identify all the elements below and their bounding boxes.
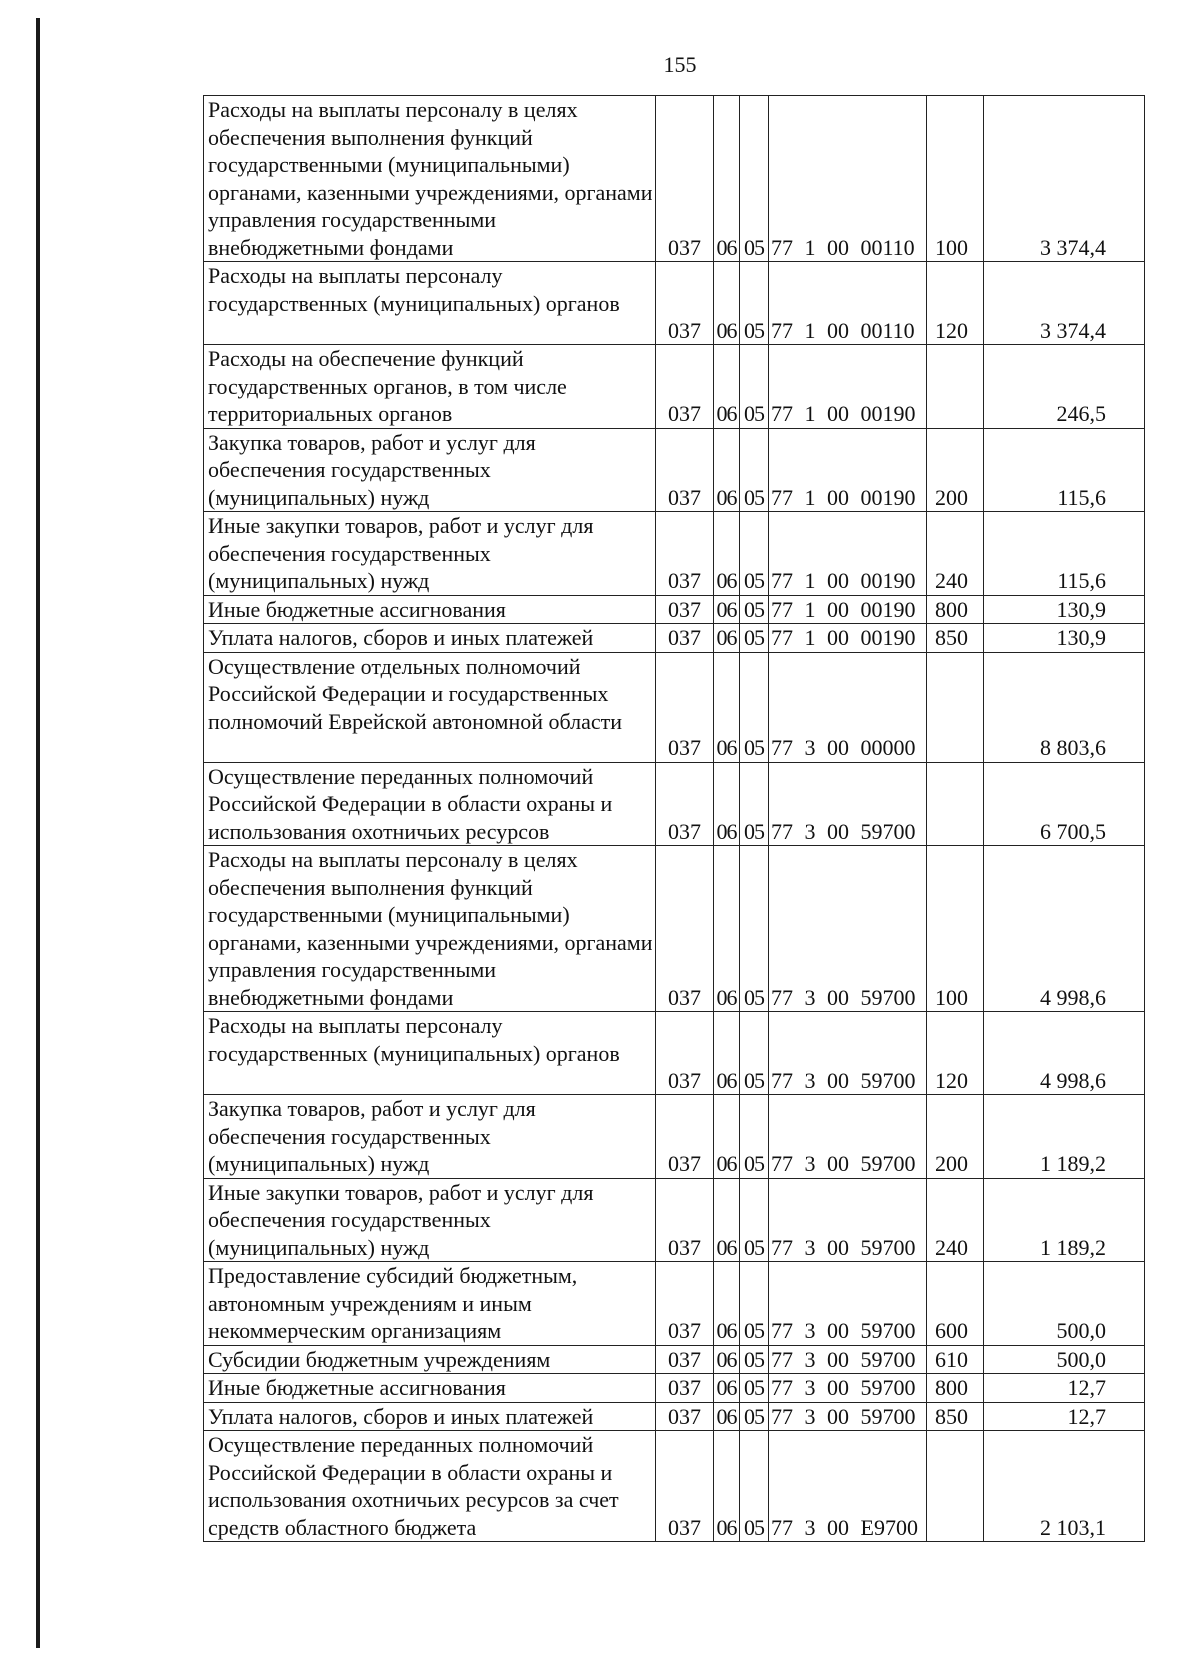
- row-subsection-code: 05: [740, 1262, 769, 1346]
- row-ved-code: 037: [656, 262, 714, 345]
- row-section-code: 06: [714, 96, 740, 262]
- row-amount: 500,0: [984, 1345, 1145, 1374]
- row-expense-type: 850: [927, 624, 984, 653]
- row-amount: 3 374,4: [984, 262, 1145, 345]
- row-section-code: 06: [714, 1178, 740, 1262]
- row-section-code: 06: [714, 512, 740, 596]
- table-row: [204, 846, 1145, 1012]
- row-amount: 115,6: [984, 512, 1145, 596]
- row-subsection-code: 05: [740, 1012, 769, 1095]
- table-row: [204, 1012, 1145, 1095]
- row-name: Уплата налогов, сборов и иных платежей: [204, 1402, 656, 1431]
- row-amount: 3 374,4: [984, 96, 1145, 262]
- row-section-code: 06: [714, 1402, 740, 1431]
- row-expense-type: 610: [927, 1345, 984, 1374]
- row-expense-type: 200: [927, 428, 984, 512]
- row-target-article: 77 3 00 Е9700: [769, 1431, 927, 1542]
- row-ved-code: 037: [656, 595, 714, 624]
- row-section-code: 06: [714, 846, 740, 1012]
- row-amount: 115,6: [984, 428, 1145, 512]
- row-name: Иные закупки товаров, работ и услуг для обеспечения государственных (муниципальных) нужд: [204, 1178, 656, 1262]
- row-target-article: 77 1 00 00190: [769, 345, 927, 429]
- row-target-article: 77 1 00 00190: [769, 512, 927, 596]
- table-row: [204, 1262, 1145, 1346]
- row-ved-code: 037: [656, 1178, 714, 1262]
- row-subsection-code: 05: [740, 846, 769, 1012]
- row-subsection-code: 05: [740, 262, 769, 345]
- row-target-article: 77 1 00 00110: [769, 96, 927, 262]
- row-name: Иные закупки товаров, работ и услуг для обеспечения государственных (муниципальных) нужд: [204, 512, 656, 596]
- row-target-article: 77 3 00 59700: [769, 1095, 927, 1179]
- scan-edge-line: [36, 18, 40, 1648]
- table-row: [204, 595, 1145, 624]
- row-ved-code: 037: [656, 1374, 714, 1403]
- row-name: Уплата налогов, сборов и иных платежей: [204, 624, 656, 653]
- row-ved-code: 037: [656, 1095, 714, 1179]
- row-target-article: 77 3 00 59700: [769, 846, 927, 1012]
- row-section-code: 06: [714, 1095, 740, 1179]
- table-row: [204, 652, 1145, 762]
- row-subsection-code: 05: [740, 96, 769, 262]
- row-expense-type: 800: [927, 1374, 984, 1403]
- row-amount: 4 998,6: [984, 1012, 1145, 1095]
- row-name: Субсидии бюджетным учреждениям: [204, 1345, 656, 1374]
- row-amount: 1 189,2: [984, 1095, 1145, 1179]
- row-section-code: 06: [714, 1012, 740, 1095]
- row-name: Расходы на выплаты персоналу в целях обеспечения выполнения функций государственными (муниципальными) органами, казенными учреждениями, органами управления государственными внебюджетными фондами: [204, 846, 656, 1012]
- row-name: Предоставление субсидий бюджетным, автономным учреждениям и иным некоммерческим организациям: [204, 1262, 656, 1346]
- row-expense-type: [927, 762, 984, 846]
- row-subsection-code: 05: [740, 652, 769, 762]
- row-ved-code: 037: [656, 1345, 714, 1374]
- row-expense-type: 240: [927, 512, 984, 596]
- row-ved-code: 037: [656, 624, 714, 653]
- row-subsection-code: 05: [740, 595, 769, 624]
- row-amount: 1 189,2: [984, 1178, 1145, 1262]
- row-name: Закупка товаров, работ и услуг для обеспечения государственных (муниципальных) нужд: [204, 428, 656, 512]
- table-row: [204, 428, 1145, 512]
- row-amount: 130,9: [984, 624, 1145, 653]
- row-target-article: 77 3 00 59700: [769, 1178, 927, 1262]
- row-target-article: 77 1 00 00190: [769, 624, 927, 653]
- row-section-code: 06: [714, 624, 740, 653]
- row-target-article: 77 3 00 59700: [769, 1262, 927, 1346]
- row-ved-code: 037: [656, 345, 714, 429]
- row-subsection-code: 05: [740, 1374, 769, 1403]
- row-target-article: 77 3 00 59700: [769, 1012, 927, 1095]
- row-name: Иные бюджетные ассигнования: [204, 1374, 656, 1403]
- row-expense-type: 120: [927, 1012, 984, 1095]
- row-section-code: 06: [714, 1345, 740, 1374]
- row-expense-type: 100: [927, 96, 984, 262]
- row-expense-type: 800: [927, 595, 984, 624]
- row-amount: 500,0: [984, 1262, 1145, 1346]
- row-subsection-code: 05: [740, 1345, 769, 1374]
- table-row: [204, 262, 1145, 345]
- row-section-code: 06: [714, 762, 740, 846]
- row-target-article: 77 1 00 00110: [769, 262, 927, 345]
- row-section-code: 06: [714, 262, 740, 345]
- row-target-article: 77 3 00 59700: [769, 1402, 927, 1431]
- row-ved-code: 037: [656, 762, 714, 846]
- row-amount: 4 998,6: [984, 846, 1145, 1012]
- table-row: [204, 512, 1145, 596]
- table-row: [204, 345, 1145, 429]
- row-subsection-code: 05: [740, 762, 769, 846]
- row-amount: 130,9: [984, 595, 1145, 624]
- row-subsection-code: 05: [740, 428, 769, 512]
- row-ved-code: 037: [656, 1431, 714, 1542]
- row-target-article: 77 1 00 00190: [769, 428, 927, 512]
- row-expense-type: 200: [927, 1095, 984, 1179]
- table-body: [204, 96, 1145, 1542]
- row-amount: 246,5: [984, 345, 1145, 429]
- row-section-code: 06: [714, 428, 740, 512]
- row-subsection-code: 05: [740, 345, 769, 429]
- row-name: Осуществление переданных полномочий Российской Федерации в области охраны и использования охотничьих ресурсов: [204, 762, 656, 846]
- row-ved-code: 037: [656, 96, 714, 262]
- row-section-code: 06: [714, 1374, 740, 1403]
- row-ved-code: 037: [656, 1402, 714, 1431]
- row-target-article: 77 3 00 59700: [769, 1374, 927, 1403]
- row-ved-code: 037: [656, 512, 714, 596]
- row-subsection-code: 05: [740, 1431, 769, 1542]
- row-name: Расходы на выплаты персоналу государственных (муниципальных) органов: [204, 262, 656, 345]
- table-row: [204, 1345, 1145, 1374]
- row-section-code: 06: [714, 1262, 740, 1346]
- row-subsection-code: 05: [740, 624, 769, 653]
- row-expense-type: [927, 652, 984, 762]
- row-amount: 8 803,6: [984, 652, 1145, 762]
- row-expense-type: 100: [927, 846, 984, 1012]
- table-row: [204, 1431, 1145, 1542]
- row-subsection-code: 05: [740, 512, 769, 596]
- row-expense-type: 600: [927, 1262, 984, 1346]
- row-ved-code: 037: [656, 1012, 714, 1095]
- table-row: [204, 762, 1145, 846]
- table-row: [204, 1374, 1145, 1403]
- budget-table: [203, 95, 1145, 1542]
- row-subsection-code: 05: [740, 1178, 769, 1262]
- row-target-article: 77 1 00 00190: [769, 595, 927, 624]
- table-row: [204, 624, 1145, 653]
- row-amount: 2 103,1: [984, 1431, 1145, 1542]
- row-amount: 6 700,5: [984, 762, 1145, 846]
- row-name: Расходы на выплаты персоналу государственных (муниципальных) органов: [204, 1012, 656, 1095]
- row-expense-type: 240: [927, 1178, 984, 1262]
- row-target-article: 77 3 00 00000: [769, 652, 927, 762]
- row-name: Расходы на обеспечение функций государственных органов, в том числе территориальных органов: [204, 345, 656, 429]
- row-section-code: 06: [714, 595, 740, 624]
- row-name: Закупка товаров, работ и услуг для обеспечения государственных (муниципальных) нужд: [204, 1095, 656, 1179]
- row-name: Осуществление отдельных полномочий Российской Федерации и государственных полномочий Еврейской автономной области: [204, 652, 656, 762]
- page-number: 155: [663, 52, 697, 77]
- row-amount: 12,7: [984, 1374, 1145, 1403]
- row-ved-code: 037: [656, 428, 714, 512]
- row-subsection-code: 05: [740, 1095, 769, 1179]
- table-row: [204, 1178, 1145, 1262]
- row-amount: 12,7: [984, 1402, 1145, 1431]
- row-section-code: 06: [714, 1431, 740, 1542]
- row-ved-code: 037: [656, 652, 714, 762]
- row-ved-code: 037: [656, 846, 714, 1012]
- row-expense-type: [927, 1431, 984, 1542]
- row-name: Иные бюджетные ассигнования: [204, 595, 656, 624]
- row-expense-type: [927, 345, 984, 429]
- row-expense-type: 850: [927, 1402, 984, 1431]
- row-target-article: 77 3 00 59700: [769, 1345, 927, 1374]
- row-subsection-code: 05: [740, 1402, 769, 1431]
- table-row: [204, 96, 1145, 262]
- table-row: [204, 1095, 1145, 1179]
- row-ved-code: 037: [656, 1262, 714, 1346]
- row-section-code: 06: [714, 652, 740, 762]
- row-name: Расходы на выплаты персоналу в целях обеспечения выполнения функций государственными (муниципальными) органами, казенными учреждениями, органами управления государственными внебюджетными фондами: [204, 96, 656, 262]
- row-name: Осуществление переданных полномочий Российской Федерации в области охраны и использования охотничьих ресурсов за счет средств областного бюджета: [204, 1431, 656, 1542]
- table-row: [204, 1402, 1145, 1431]
- row-expense-type: 120: [927, 262, 984, 345]
- row-section-code: 06: [714, 345, 740, 429]
- row-target-article: 77 3 00 59700: [769, 762, 927, 846]
